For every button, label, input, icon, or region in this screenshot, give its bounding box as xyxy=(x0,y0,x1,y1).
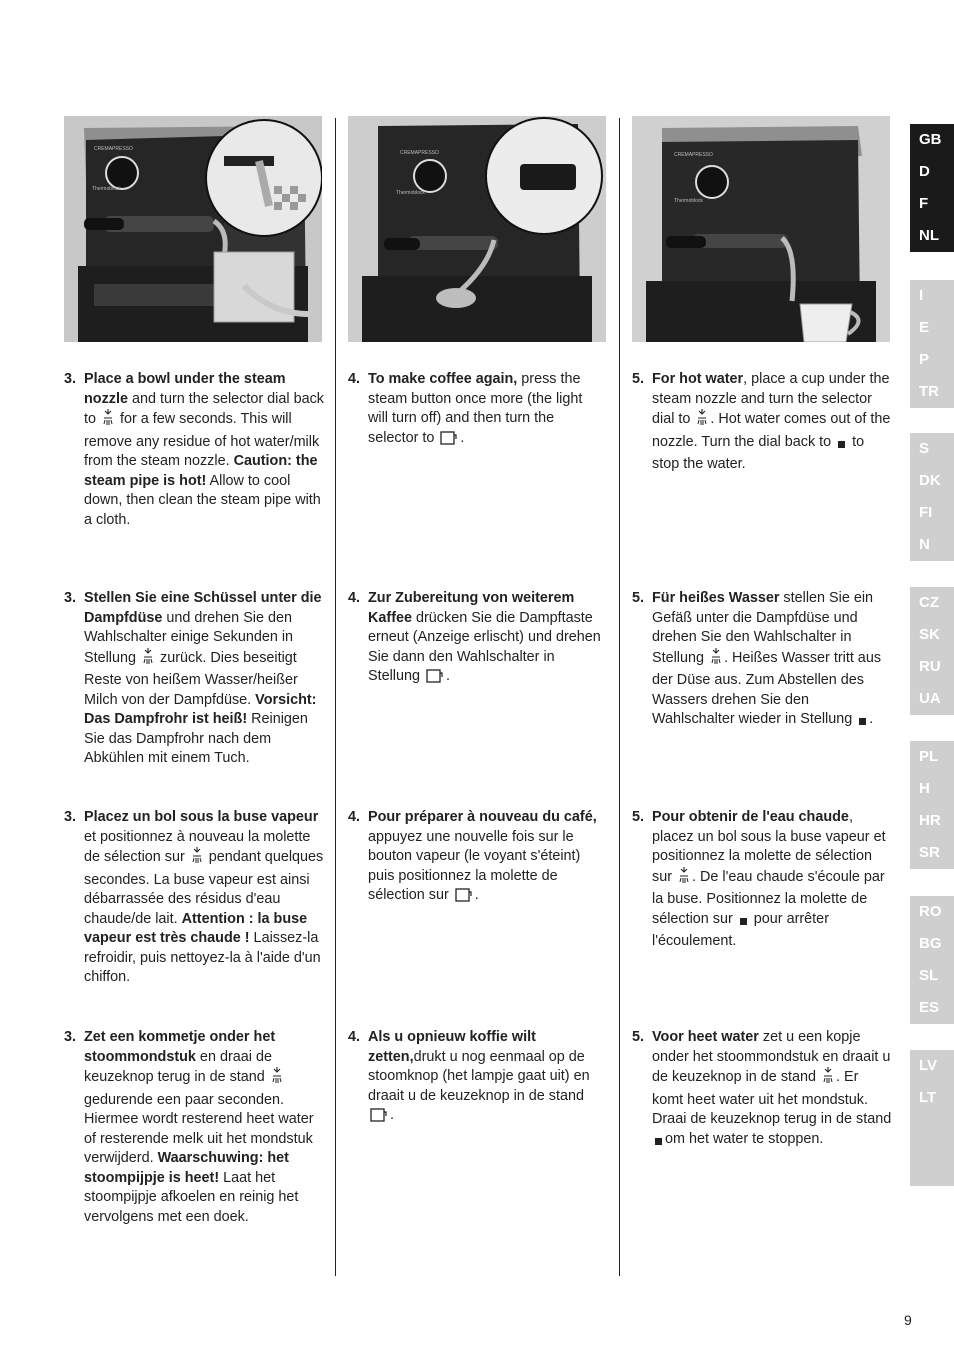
lang-tab-p[interactable]: P xyxy=(919,351,930,368)
step-text: Laat het stoompijpje afkoelen en reinig het vervolgens met een doek. xyxy=(84,1169,299,1225)
f-step3 xyxy=(64,808,326,988)
step-number: 3. xyxy=(64,590,77,606)
step-text: . Hot water comes out of the nozzle. Turn the dial back to xyxy=(652,411,891,450)
lang-tab-sl[interactable]: SL xyxy=(919,967,939,984)
lang-tab-nl[interactable]: NL xyxy=(919,227,939,244)
lang-group-7 xyxy=(910,1050,954,1186)
photo3-brand: CREMAPRESSO xyxy=(674,152,713,158)
lang-tab-ru[interactable]: RU xyxy=(919,658,941,675)
step-text: stellen Sie ein Gefäß unter die Dampfdüse und drehen Sie den Wahlschalter in Stellung xyxy=(652,590,874,666)
step-heading: Pour préparer à nouveau du café, xyxy=(368,809,597,825)
lang-tab-gb[interactable]: GB xyxy=(919,131,942,148)
step-warning: Vorsicht: Das Dampfrohr ist heiß! xyxy=(84,691,317,727)
coffee-cup-icon xyxy=(440,431,458,452)
step-text: drukt u nog eenmaal op de stoomknop (het lampje gaat uit) en draait u de keuzeknop in de stand xyxy=(368,1048,590,1104)
steam-dial-icon xyxy=(102,409,114,433)
photo1-brand: CREMAPRESSO xyxy=(94,146,133,152)
step-text: . Heißes Wasser tritt aus der Düse aus. Zum Abstellen des Wassers drehen Sie den Wahlschalter wieder in Stellung xyxy=(652,649,882,727)
lang-tab-f[interactable]: F xyxy=(919,195,929,212)
step-number: 5. xyxy=(632,1029,645,1045)
step-text: to stop the water. xyxy=(652,433,865,472)
step-heading: To make coffee again, xyxy=(368,371,518,387)
page-number: 9 xyxy=(904,1312,912,1328)
nl-step4 xyxy=(348,1028,606,1129)
d-step3 xyxy=(64,589,326,769)
steam-dial-icon xyxy=(710,648,722,672)
step-heading: Stellen Sie eine Schüssel unter die Dampfdüse xyxy=(84,590,322,626)
step-text: for a few seconds. This will remove any residue of hot water/milk from the steam nozzle. xyxy=(84,411,320,469)
step-text: . Er komt heet water uit het mondstuk. Draai de keuzeknop terug in de stand xyxy=(652,1069,892,1127)
step-number: 5. xyxy=(632,590,645,606)
lang-tab-bg[interactable]: BG xyxy=(919,935,942,952)
gb-step5 xyxy=(632,370,892,475)
step-text: drücken Sie die Dampftaste erneut (Anzeige erlischt) und drehen Sie dann den Wahlschalter in Stellung xyxy=(368,609,601,684)
lang-tab-lv[interactable]: LV xyxy=(919,1057,938,1074)
steam-dial-icon xyxy=(822,1067,834,1091)
lang-tab-ua[interactable]: UA xyxy=(919,690,941,707)
photo-hot-water xyxy=(632,116,890,342)
lang-tab-hr[interactable]: HR xyxy=(919,812,941,829)
lang-group-2 xyxy=(910,280,954,408)
lang-tab-cz[interactable]: CZ xyxy=(919,594,939,611)
lang-tab-pl[interactable]: PL xyxy=(919,748,939,765)
column-divider-1 xyxy=(335,118,336,1276)
step-number: 3. xyxy=(64,371,77,387)
gb-step4 xyxy=(348,370,606,451)
coffee-cup-icon xyxy=(426,669,444,690)
step-number: 4. xyxy=(348,371,361,387)
lang-group-1 xyxy=(910,124,954,252)
step-text: pendant quelques secondes. La buse vapeur est ainsi débarrassée des résidus d'eau chaude/de lait. xyxy=(84,849,324,927)
step-heading: Pour obtenir de l'eau chaude xyxy=(652,809,849,825)
gb-step3 xyxy=(64,370,326,530)
lang-tab-dk[interactable]: DK xyxy=(919,472,941,489)
step-text: appuyez une nouvelle fois sur le bouton vapeur (le voyant s'éteint) puis positionnez la molette de sélection sur xyxy=(368,828,581,903)
step-text: om het water te stoppen. xyxy=(665,1130,824,1147)
photo-steam-clean xyxy=(64,116,322,342)
column-divider-2 xyxy=(619,118,620,1276)
steam-dial-icon xyxy=(142,648,154,672)
steam-dial-icon xyxy=(271,1067,283,1091)
d-step5 xyxy=(632,589,892,733)
step-number: 3. xyxy=(64,809,77,825)
step-text: Allow to cool down, then clean the steam pipe with a cloth. xyxy=(84,472,321,528)
step-text: . xyxy=(474,887,479,903)
step-warning: Attention : la buse vapeur est très chaude ! xyxy=(84,910,308,946)
step-warning: Waarschuwing: het stoompijpje is heet! xyxy=(84,1150,289,1186)
lang-tab-d[interactable]: D xyxy=(919,163,930,180)
step-text: en draai de keuzeknop terug in de stand xyxy=(84,1048,272,1085)
photo-steam-button xyxy=(348,116,606,342)
nl-step3 xyxy=(64,1028,326,1227)
step-warning: Caution: the steam pipe is hot! xyxy=(84,453,318,489)
step-number: 5. xyxy=(632,809,645,825)
step-heading: For hot water xyxy=(652,371,744,387)
step-text: . xyxy=(869,711,874,727)
step-heading: Als u opnieuw koffie wilt zetten, xyxy=(368,1029,536,1065)
step-number: 3. xyxy=(64,1029,77,1045)
d-step4 xyxy=(348,589,606,690)
step-text: und drehen Sie den Wahlschalter einige Sekunden in Stellung xyxy=(84,609,294,666)
step-text: zet u een kopje onder het stoommondstuk en draait u de keuzeknop in de stand xyxy=(652,1029,891,1085)
step-heading: Placez un bol sous la buse vapeur xyxy=(84,809,319,825)
step-text: zurück. Dies beseitigt Reste von heißem Wasser/heißer Milch von der Dampfdüse. xyxy=(84,649,298,708)
lang-tab-sr[interactable]: SR xyxy=(919,844,940,861)
lang-tab-lt[interactable]: LT xyxy=(919,1089,937,1106)
step-heading: Voor heet water xyxy=(652,1029,759,1045)
lang-tab-h[interactable]: H xyxy=(919,780,930,797)
f-step5 xyxy=(632,808,892,952)
step-heading: Für heißes Wasser xyxy=(652,590,780,606)
nl-step5 xyxy=(632,1028,892,1152)
stop-square-icon xyxy=(837,436,846,456)
lang-tab-sk[interactable]: SK xyxy=(919,626,940,643)
lang-tab-ro[interactable]: RO xyxy=(919,903,942,920)
photo2-brand: CREMAPRESSO xyxy=(400,150,439,156)
step-number: 4. xyxy=(348,1029,361,1045)
steam-dial-icon xyxy=(696,409,708,433)
photo2-label: Thermoblock xyxy=(396,190,425,196)
lang-group-4 xyxy=(910,587,954,715)
step-heading: Zur Zubereitung von weiterem Kaffee xyxy=(368,590,575,626)
step-text: and turn the selector dial back to xyxy=(84,390,324,427)
lang-tab-n[interactable]: N xyxy=(919,536,930,553)
step-text: Laissez-la refroidir, puis nettoyez-la à l'aide d'un chiffon. xyxy=(84,930,321,985)
step-number: 4. xyxy=(348,809,361,825)
lang-tab-e[interactable]: E xyxy=(919,319,930,336)
step-text: . De l'eau chaude s'écoule par la buse. Positionnez la molette de sélection sur xyxy=(652,868,885,927)
step-text: . xyxy=(390,1107,394,1123)
stop-square-icon xyxy=(739,913,748,933)
stop-square-icon xyxy=(654,1133,663,1153)
lang-tab-tr[interactable]: TR xyxy=(919,383,939,400)
step-text: Reinigen Sie das Dampfrohr nach dem Abkühlen mit einem Tuch. xyxy=(84,711,308,766)
step-text: gedurende een paar seconden. Hiermee wordt resterend heet water of resterende melk uit het mondstuk verwijderd. xyxy=(84,1091,314,1166)
lang-group-3 xyxy=(910,433,954,561)
lang-tab-es[interactable]: ES xyxy=(919,999,940,1016)
photo3-label: Thermoblock xyxy=(674,198,703,204)
lang-tab-fi[interactable]: FI xyxy=(919,504,933,521)
step-text: et positionnez à nouveau la molette de sélection sur xyxy=(84,828,311,865)
step-text: pour arrêter l'écoulement. xyxy=(652,910,829,949)
step-number: 5. xyxy=(632,371,645,387)
steam-dial-icon xyxy=(191,847,203,871)
steam-dial-icon xyxy=(678,867,690,891)
step-heading: Zet een kommetje onder het stoommondstuk xyxy=(84,1029,276,1065)
step-text: . xyxy=(446,668,451,684)
step-text: , place a cup under the steam nozzle and turn the selector dial to xyxy=(652,371,890,427)
coffee-cup-icon xyxy=(455,888,473,909)
step-text: , placez un bol sous la buse vapeur et positionnez la molette de sélection sur xyxy=(652,809,886,885)
stop-square-icon xyxy=(858,713,867,733)
step-heading: Place a bowl under the steam nozzle xyxy=(84,371,286,407)
lang-tab-s[interactable]: S xyxy=(919,440,930,457)
step-number: 4. xyxy=(348,590,361,606)
f-step4 xyxy=(348,808,606,909)
lang-group-6 xyxy=(910,896,954,1024)
photo1-label: Thermoblock xyxy=(92,186,121,192)
coffee-cup-icon xyxy=(370,1108,388,1129)
lang-group-5 xyxy=(910,741,954,869)
step-text: . xyxy=(460,429,465,446)
step-text: press the steam button once more (the light will turn off) and then turn the selector to xyxy=(368,371,583,446)
lang-tab-i[interactable]: I xyxy=(919,287,924,304)
